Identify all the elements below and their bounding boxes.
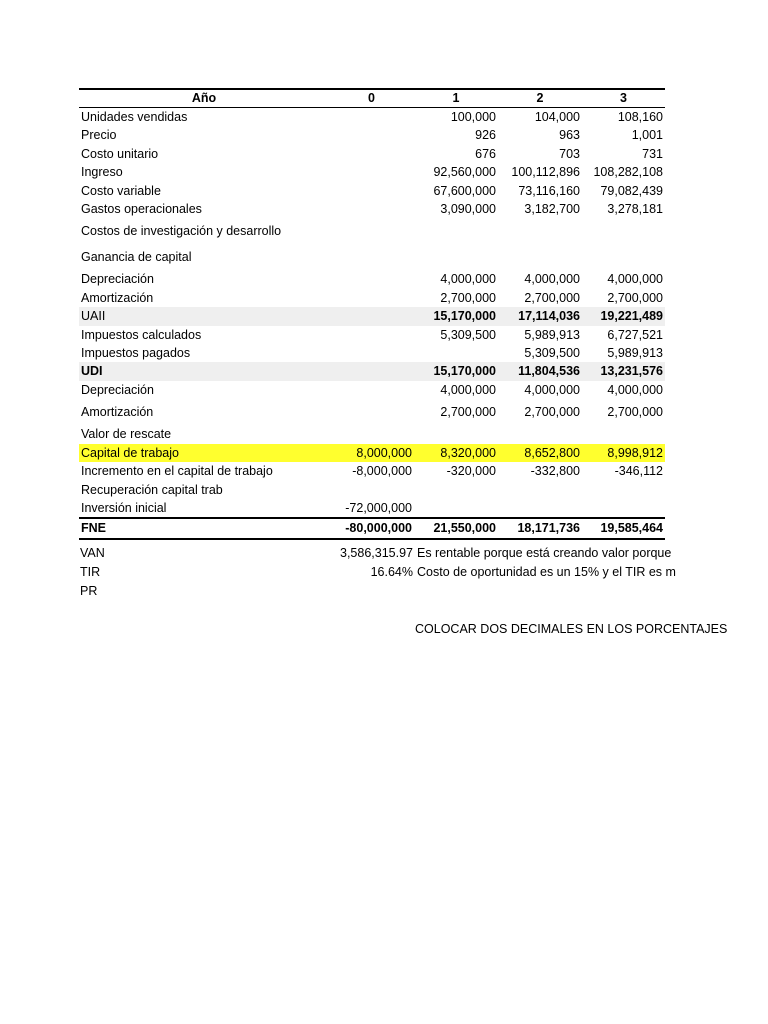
row-unidades-vendidas	[79, 108, 665, 127]
cell[interactable]: 8,652,800	[498, 444, 582, 462]
cell[interactable]: 73,116,160	[518, 183, 580, 198]
row-label[interactable]: Costo variable	[81, 183, 161, 198]
row-ingreso	[79, 163, 665, 181]
cell[interactable]: -320,000	[446, 464, 496, 479]
cell[interactable]: -80,000,000	[329, 518, 414, 538]
row-amortizacion	[79, 289, 665, 307]
row-amortizacion-2	[79, 399, 665, 425]
cell[interactable]: 703	[559, 146, 580, 161]
decimals-note[interactable]: COLOCAR DOS DECIMALES EN LOS PORCENTAJES	[415, 622, 728, 636]
van-label[interactable]: VAN	[80, 546, 105, 560]
cell[interactable]	[329, 270, 414, 288]
cell[interactable]	[498, 425, 582, 443]
cell[interactable]: 963	[559, 128, 580, 143]
cell[interactable]: 2,700,000	[607, 405, 663, 420]
cell[interactable]	[582, 499, 665, 518]
row-label[interactable]: Impuestos pagados	[81, 346, 191, 361]
cell[interactable]	[582, 425, 665, 443]
row-label[interactable]: Depreciación	[81, 272, 154, 287]
row-label[interactable]: Costos de investigación y desarrollo	[81, 224, 282, 239]
cell[interactable]	[329, 344, 414, 362]
cell[interactable]: 92,560,000	[433, 165, 496, 180]
tir-label[interactable]: TIR	[80, 565, 101, 579]
cell[interactable]	[329, 145, 414, 163]
cell[interactable]: 926	[475, 128, 496, 143]
cell[interactable]: 8,320,000	[414, 444, 498, 462]
tir-row	[79, 563, 676, 582]
cell[interactable]: 100,112,896	[511, 165, 580, 180]
cell[interactable]	[329, 108, 414, 127]
tir-value[interactable]: 16.64%	[370, 565, 413, 579]
cell[interactable]: 19,221,489	[582, 307, 665, 325]
header-year-3[interactable]: 3	[582, 89, 665, 108]
row-depreciacion	[79, 270, 665, 288]
row-label[interactable]: Amortización	[81, 290, 154, 305]
row-label[interactable]: Inversión inicial	[81, 500, 167, 515]
cell[interactable]	[582, 244, 665, 270]
cell[interactable]: 5,989,913	[524, 327, 580, 342]
cell[interactable]: 15,170,000	[414, 362, 498, 380]
cell[interactable]: 5,309,500	[440, 327, 496, 342]
row-label[interactable]: UAII	[79, 307, 329, 325]
row-label[interactable]: FNE	[79, 518, 329, 538]
row-recuperacion-capital	[79, 481, 665, 499]
cell[interactable]: -72,000,000	[345, 500, 412, 515]
header-row	[79, 89, 665, 108]
row-label[interactable]: Impuestos calculados	[81, 327, 202, 342]
cell[interactable]: 3,182,700	[524, 202, 580, 217]
cell[interactable]	[498, 481, 582, 499]
row-ganancia-capital	[79, 244, 665, 270]
cell[interactable]	[414, 218, 498, 244]
cell[interactable]: 4,000,000	[524, 382, 580, 397]
cell[interactable]: 4,000,000	[607, 272, 663, 287]
header-year-2[interactable]: 2	[498, 89, 582, 108]
cell[interactable]	[414, 499, 498, 518]
row-uaii	[79, 307, 665, 325]
cell[interactable]	[329, 218, 414, 244]
cell[interactable]: 21,550,000	[414, 518, 498, 538]
cell[interactable]	[329, 289, 414, 307]
row-incremento-capital	[79, 462, 665, 480]
cell[interactable]: -8,000,000	[352, 464, 412, 479]
cell[interactable]	[498, 244, 582, 270]
tir-comment[interactable]: Costo de oportunidad es un 15% y el TIR es m	[417, 565, 676, 579]
cell[interactable]: 5,309,500	[524, 346, 580, 361]
van-comment[interactable]: Es rentable porque está creando valor porque	[417, 546, 672, 560]
row-costo-unitario	[79, 145, 665, 163]
cell[interactable]	[414, 244, 498, 270]
row-precio	[79, 126, 665, 144]
cell[interactable]: 17,114,036	[498, 307, 582, 325]
cell[interactable]: 8,000,000	[329, 444, 414, 462]
row-label[interactable]: Precio	[81, 128, 117, 143]
cell[interactable]	[329, 362, 414, 380]
cell[interactable]: 4,000,000	[440, 272, 496, 287]
cell[interactable]: 19,585,464	[582, 518, 665, 538]
pr-row	[79, 582, 665, 601]
cell[interactable]: 2,700,000	[607, 290, 663, 305]
cell[interactable]: 15,170,000	[414, 307, 498, 325]
cell[interactable]: 8,998,912	[582, 444, 665, 462]
cell[interactable]: 2,700,000	[524, 290, 580, 305]
cell[interactable]: 4,000,000	[440, 382, 496, 397]
cell[interactable]: 79,082,439	[600, 183, 663, 198]
cell[interactable]: 2,700,000	[524, 405, 580, 420]
row-label[interactable]: Capital de trabajo	[79, 444, 329, 462]
row-costo-variable	[79, 182, 665, 200]
cash-flow-sheet	[79, 88, 665, 540]
cell[interactable]: 18,171,736	[498, 518, 582, 538]
cell[interactable]	[329, 425, 414, 443]
cell[interactable]: 11,804,536	[498, 362, 582, 380]
cell[interactable]: 5,989,913	[607, 346, 663, 361]
header-year[interactable]: Año	[79, 89, 329, 108]
summary-section	[79, 544, 676, 601]
row-label[interactable]: Depreciación	[81, 382, 154, 397]
row-udi	[79, 362, 665, 380]
cell[interactable]	[414, 344, 498, 362]
cell[interactable]	[582, 481, 665, 499]
cell[interactable]	[414, 425, 498, 443]
cell[interactable]: 731	[642, 146, 663, 161]
cell[interactable]	[498, 218, 582, 244]
row-gastos-operacionales	[79, 200, 665, 218]
pr-label[interactable]: PR	[80, 584, 98, 598]
row-valor-rescate	[79, 425, 665, 443]
cell[interactable]	[329, 381, 414, 399]
cell[interactable]: 104,000	[534, 110, 580, 124]
cell[interactable]: 3,090,000	[440, 202, 496, 217]
cell[interactable]	[329, 307, 414, 325]
cell[interactable]: 4,000,000	[524, 272, 580, 287]
cell[interactable]: 2,700,000	[440, 290, 496, 305]
row-costos-investigacion	[79, 218, 665, 244]
row-label[interactable]: Ingreso	[81, 165, 123, 180]
van-value[interactable]: 3,586,315.97	[340, 546, 413, 560]
row-label[interactable]: Valor de rescate	[81, 427, 172, 442]
cell[interactable]: -332,800	[530, 464, 580, 479]
row-label[interactable]: UDI	[79, 362, 329, 380]
cell[interactable]: 67,600,000	[433, 183, 496, 198]
cell[interactable]	[498, 499, 582, 518]
cell[interactable]: 676	[475, 146, 496, 161]
cell[interactable]	[582, 218, 665, 244]
row-impuestos-calculados	[79, 326, 665, 344]
row-label[interactable]: Gastos operacionales	[81, 202, 202, 217]
row-label[interactable]: Amortización	[81, 405, 154, 420]
cell[interactable]	[329, 244, 414, 270]
row-fne	[79, 518, 665, 538]
cell[interactable]	[414, 481, 498, 499]
cell[interactable]: 1,001	[631, 128, 663, 143]
row-capital-trabajo	[79, 444, 665, 462]
cell[interactable]	[329, 399, 414, 425]
row-impuestos-pagados	[79, 344, 665, 362]
cell[interactable]: 108,282,108	[593, 165, 663, 180]
row-label[interactable]: Costo unitario	[81, 146, 159, 161]
cell[interactable]	[329, 481, 414, 499]
header-year-1[interactable]: 1	[414, 89, 498, 108]
cell[interactable]	[329, 326, 414, 344]
cell[interactable]	[329, 163, 414, 181]
cell[interactable]	[329, 182, 414, 200]
cell[interactable]: 6,727,521	[607, 327, 663, 342]
cash-flow-table	[79, 88, 665, 540]
cell[interactable]: 3,278,181	[607, 202, 663, 217]
row-label[interactable]: Incremento en el capital de trabajo	[81, 464, 273, 479]
cell[interactable]: 2,700,000	[440, 405, 496, 420]
cell[interactable]: 4,000,000	[607, 382, 663, 397]
cell[interactable]: 108,160	[617, 110, 663, 124]
cell[interactable]: -346,112	[614, 464, 663, 479]
cell[interactable]: 100,000	[450, 110, 496, 124]
cell[interactable]	[329, 126, 414, 144]
row-label[interactable]: Unidades vendidas	[81, 110, 188, 124]
row-inversion-inicial	[79, 499, 665, 518]
header-year-0[interactable]: 0	[329, 89, 414, 108]
row-depreciacion-2	[79, 381, 665, 399]
cell[interactable]: 13,231,576	[582, 362, 665, 380]
row-label[interactable]: Recuperación capital trab	[81, 482, 223, 497]
van-row	[79, 544, 672, 563]
row-label[interactable]: Ganancia de capital	[81, 250, 192, 265]
cell[interactable]	[329, 200, 414, 218]
